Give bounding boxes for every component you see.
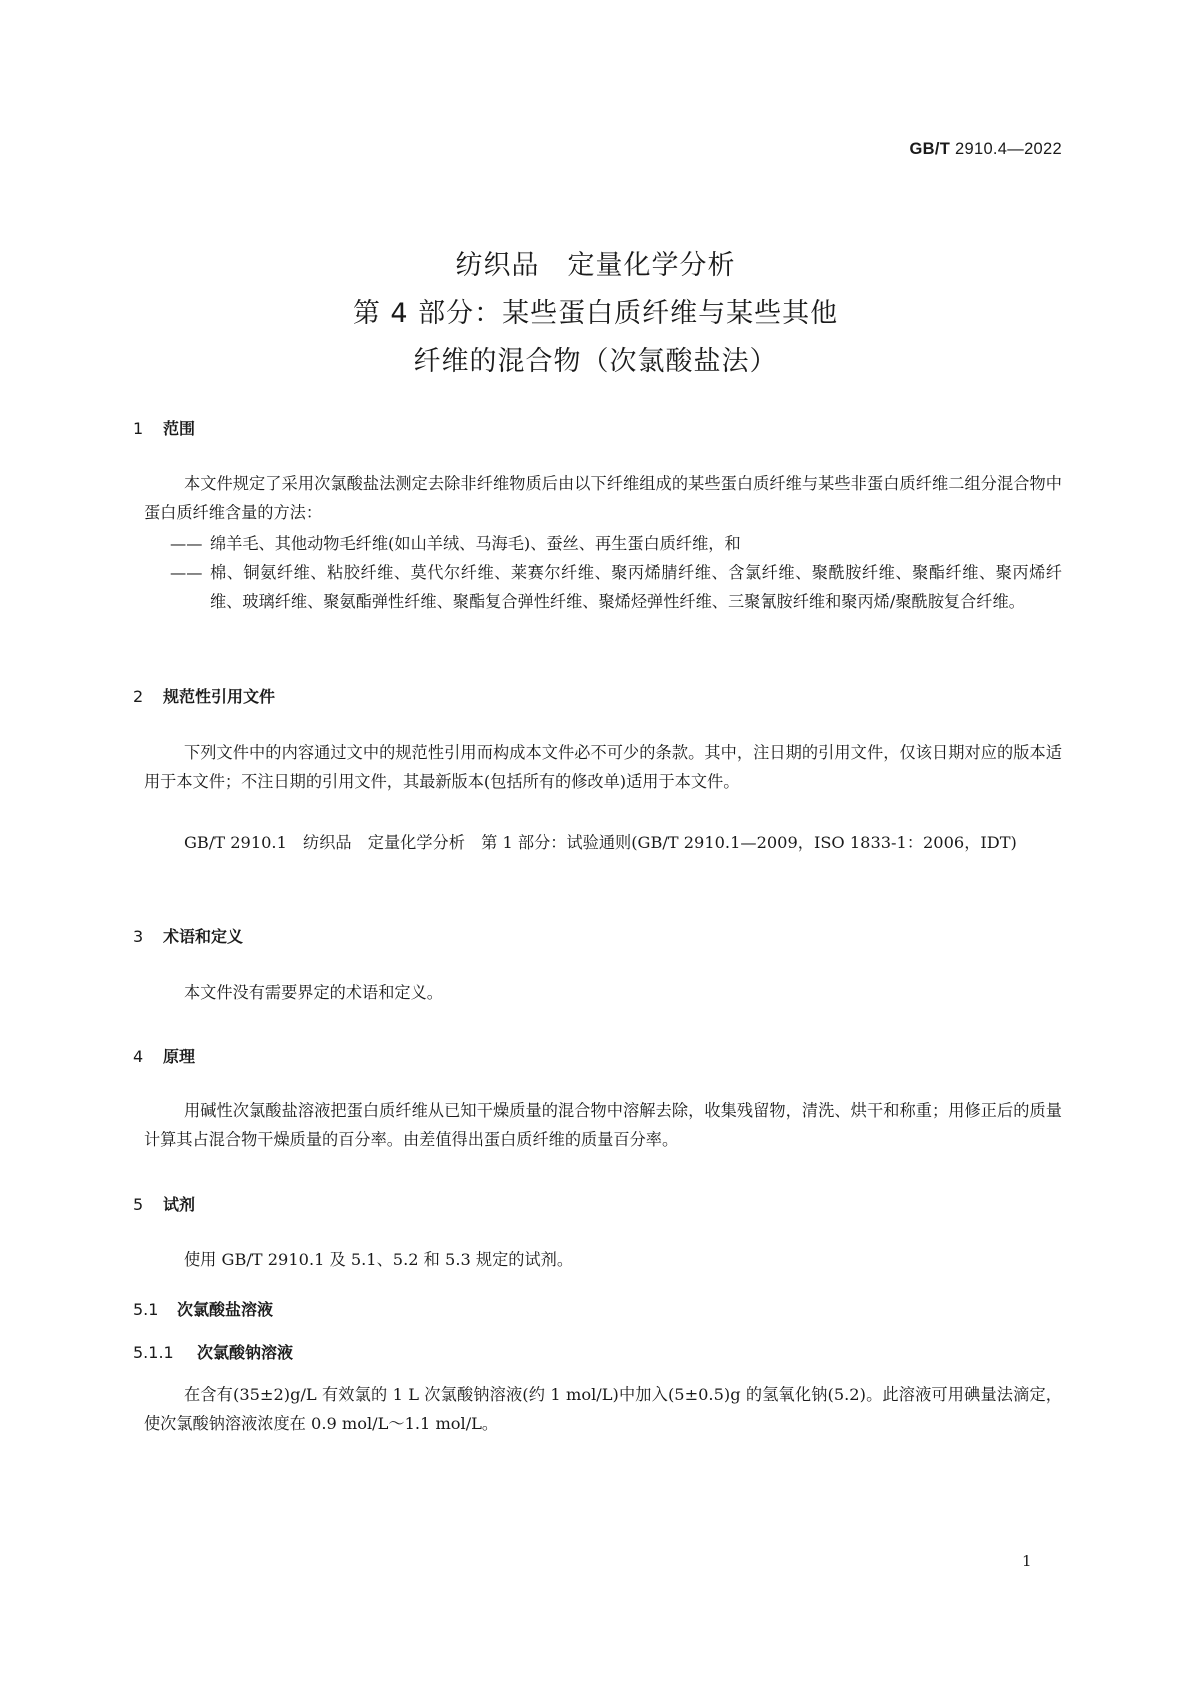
section-number: 1 (133, 419, 144, 438)
section-5-heading (133, 1192, 195, 1215)
document-number (910, 140, 1063, 159)
section-1-paragraph (144, 469, 1062, 527)
subsection-title: 次氯酸盐溶液 (177, 1300, 274, 1319)
title-line-3: 纤维的混合物（次氯酸盐法） (413, 346, 778, 377)
section-1-heading (133, 416, 195, 439)
section-title: 原理 (163, 1047, 196, 1066)
section-2-paragraph (144, 738, 1062, 796)
paragraph-text: 本文件规定了采用次氯酸盐法测定去除非纤维物质后由以下纤维组成的某些蛋白质纤维与某些非蛋白质纤维二组分混合物中蛋白质纤维含量的方法： (144, 474, 1062, 522)
section-title: 规范性引用文件 (163, 687, 276, 706)
paragraph-text: 使用 GB/T 2910.1 及 5.1、5.2 和 5.3 规定的试剂。 (184, 1250, 574, 1269)
title-line-1: 纺织品 定量化学分析 (455, 250, 736, 281)
list-item-text: 棉、铜氨纤维、粘胶纤维、莫代尔纤维、莱赛尔纤维、聚丙烯腈纤维、含氯纤维、聚酰胺纤维、聚酯纤维、聚丙烯纤维、玻璃纤维、聚氨酯弹性纤维、聚酯复合弹性纤维、聚烯烃弹性纤维、三聚氰胺纤维和聚丙烯/聚酰胺复合纤维。 (210, 563, 1062, 611)
subsection-5-1-1-heading (133, 1340, 293, 1363)
title-line-2: 第 4 部分：某些蛋白质纤维与某些其他 (352, 298, 839, 329)
section-number: 3 (133, 927, 144, 946)
section-2-heading (133, 684, 275, 707)
section-title: 术语和定义 (163, 927, 244, 946)
section-4-heading (133, 1044, 195, 1067)
section-title: 范围 (163, 419, 196, 438)
subsection-number: 5.1.1 (133, 1343, 174, 1362)
page-number: 1 (1022, 1552, 1032, 1570)
document-title (0, 242, 1191, 386)
section-number: 4 (133, 1047, 144, 1066)
list-item-text: 绵羊毛、其他动物毛纤维(如山羊绒、马海毛)、蚕丝、再生蛋白质纤维，和 (210, 534, 741, 553)
paragraph-text: 本文件没有需要界定的术语和定义。 (184, 983, 443, 1002)
section-title: 试剂 (163, 1195, 196, 1214)
paragraph-text: 在含有(35±2)g/L 有效氯的 1 L 次氯酸钠溶液(约 1 mol/L)中加入(5±0.5)g 的氢氧化钠(5.2)。此溶液可用碘量法滴定，使次氯酸钠溶液浓度在 0.9 mol/L～1.1 mol/L。 (144, 1385, 1062, 1433)
paragraph-text: 用碱性次氯酸盐溶液把蛋白质纤维从已知干燥质量的混合物中溶解去除，收集残留物，清洗、烘干和称重；用修正后的质量计算其占混合物干燥质量的百分率。由差值得出蛋白质纤维的质量百分率。 (144, 1101, 1062, 1149)
list-item (170, 529, 1062, 558)
subsection-number: 5.1 (133, 1300, 159, 1319)
document-number-value: 2910.4—2022 (955, 140, 1062, 158)
section-3-paragraph (144, 978, 1062, 1007)
section-number: 2 (133, 687, 144, 706)
subsection-5-1-heading (133, 1297, 273, 1320)
section-number: 5 (133, 1195, 144, 1214)
paragraph-text: 下列文件中的内容通过文中的规范性引用而构成本文件必不可少的条款。其中，注日期的引用文件，仅该日期对应的版本适用于本文件；不注日期的引用文件，其最新版本(包括所有的修改单)适用于本文件。 (144, 743, 1062, 791)
section-5-paragraph (144, 1245, 1062, 1274)
dash-marker: —— (170, 534, 203, 553)
list-item (170, 558, 1062, 616)
dash-marker: —— (170, 563, 203, 582)
normative-reference (144, 828, 1062, 857)
subsection-title: 次氯酸钠溶液 (197, 1343, 294, 1362)
reference-text: GB/T 2910.1 纺织品 定量化学分析 第 1 部分：试验通则(GB/T 2910.1—2009，ISO 1833-1：2006，IDT) (184, 833, 1017, 852)
subsection-5-1-1-paragraph (144, 1380, 1062, 1438)
document-prefix: GB/T (909, 140, 951, 158)
section-3-heading (133, 924, 243, 947)
section-4-paragraph (144, 1096, 1062, 1154)
